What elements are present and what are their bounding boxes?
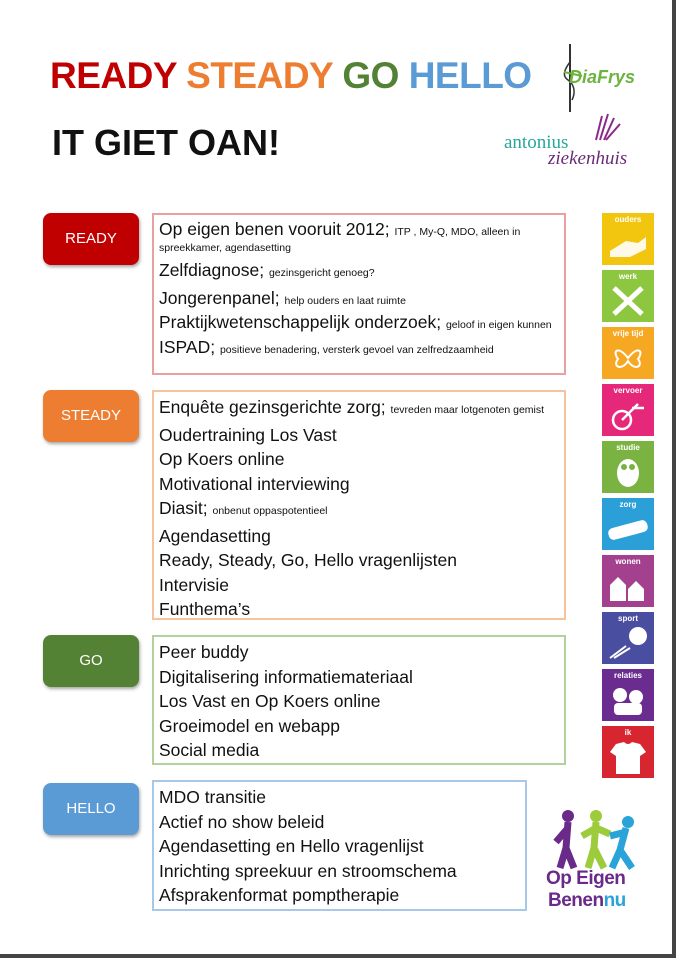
theme-icons	[602, 213, 654, 783]
oen-text-2	[548, 890, 626, 912]
list-item: Actief no show beleid	[159, 811, 325, 832]
list-item: Oudertraining Los Vast	[159, 424, 337, 445]
title-go: GO	[342, 55, 399, 96]
item-main: Op eigen benen vooruit 2012;	[159, 219, 390, 239]
op-eigen-benen-logo	[546, 808, 656, 914]
page-title	[50, 55, 532, 97]
page-subtitle: IT GIET OAN!	[52, 122, 280, 163]
item-note: geloof in eigen kunnen	[445, 319, 552, 331]
tile-wonen	[602, 555, 654, 607]
tile-zorg	[602, 498, 654, 550]
list-item	[159, 395, 564, 423]
list-item: Digitalisering informatiemateriaal	[159, 666, 413, 687]
tile-ik	[602, 726, 654, 778]
item-main: ISPAD;	[159, 337, 216, 357]
item-main: Praktijkwetenschappelijk onderzoek;	[159, 312, 442, 332]
people-icon	[608, 683, 648, 717]
title-steady: STEADY	[186, 55, 333, 96]
tile-label: studie	[616, 443, 640, 452]
oen-text-1: Op Eigen	[546, 868, 626, 889]
tools-icon	[608, 284, 648, 318]
tile-vrije-tijd	[602, 327, 654, 379]
list-item: MDO transitie	[159, 787, 266, 807]
list-item	[159, 218, 564, 254]
tile-label: ik	[624, 728, 632, 737]
tile-vervoer	[602, 384, 654, 436]
item-main: Zelfdiagnose;	[159, 260, 265, 280]
list-item	[159, 335, 564, 363]
item-main: Diasit;	[159, 498, 208, 518]
oen-benen: Benen	[548, 890, 604, 911]
list-item: Intervisie	[159, 574, 230, 595]
bandage-icon	[608, 512, 648, 546]
list-item: Los Vast en Op Koers online	[159, 691, 381, 711]
list-item: Agendasetting	[159, 525, 271, 546]
tile-label: relaties	[613, 671, 643, 680]
ready-box	[152, 213, 566, 375]
diafrys-logo	[556, 42, 652, 114]
list-item: Groeimodel en webapp	[159, 715, 340, 736]
tile-label: werk	[618, 272, 638, 281]
title-ready: READY	[50, 55, 177, 96]
list-item: Motivational interviewing	[159, 473, 350, 494]
list-item: Agendasetting en Hello vragenlijst	[159, 836, 424, 856]
list-item	[159, 496, 564, 524]
list-item: Peer buddy	[159, 642, 249, 662]
list-item	[159, 286, 564, 314]
tile-relaties	[602, 669, 654, 721]
hello-box	[152, 780, 527, 911]
item-note: positieve benadering, versterk gevoel van zelfredzaamheid	[219, 344, 494, 356]
list-item: Funthema’s	[159, 599, 251, 619]
list-item	[159, 258, 564, 286]
tile-label: wonen	[615, 557, 641, 566]
tile-label: ouders	[614, 215, 642, 224]
item-note: tevreden maar lotgenoten gemist	[390, 404, 545, 416]
item-main: Enquête gezinsgerichte zorg;	[159, 397, 386, 417]
hello-label: HELLO	[43, 783, 139, 835]
list-item: Op Koers online	[159, 449, 285, 469]
tile-ouders	[602, 213, 654, 265]
item-note: ITP , My-Q, MDO, alleen in spreekkamer, agendasetting	[159, 226, 521, 254]
item-note: gezinsgericht genoeg?	[268, 267, 375, 279]
go-label: GO	[43, 635, 139, 687]
bicycle-icon	[608, 398, 648, 432]
ready-label: READY	[43, 213, 139, 265]
list-item: Social media	[159, 740, 260, 760]
ball-icon	[608, 626, 648, 660]
antonius-text: antonius	[504, 132, 569, 153]
list-item	[159, 313, 564, 332]
tile-label: vrije tijd	[612, 329, 644, 338]
list-item: Ready, Steady, Go, Hello vragenlijsten	[159, 550, 457, 570]
steady-box	[152, 390, 566, 620]
ziekenhuis-text: ziekenhuis	[548, 148, 628, 169]
item-note: onbenut oppaspotentieel	[212, 505, 328, 517]
tile-label: zorg	[619, 500, 637, 509]
oen-nu: nu	[603, 890, 626, 911]
tile-label: vervoer	[613, 386, 643, 395]
tile-studie	[602, 441, 654, 493]
go-box	[152, 635, 566, 765]
title-hello: HELLO	[408, 55, 532, 96]
tile-werk	[602, 270, 654, 322]
list-item: Afsprakenformat pomptherapie	[159, 885, 400, 905]
tile-label: sport	[618, 614, 638, 623]
owl-icon	[608, 455, 648, 489]
butterfly-icon	[608, 341, 648, 375]
diafrys-text: DiaFrys	[569, 67, 636, 87]
steady-label: STEADY	[43, 390, 139, 442]
hand-icon	[608, 227, 648, 261]
list-item: Inrichting spreekuur en stroomschema	[159, 860, 457, 881]
antonius-logo	[504, 120, 654, 170]
shirt-icon	[608, 740, 648, 774]
item-note: help ouders en laat ruimte	[284, 294, 406, 307]
item-main: Jongerenpanel;	[159, 287, 280, 308]
tile-sport	[602, 612, 654, 664]
antonius-mark-icon	[586, 112, 626, 142]
houses-icon	[608, 569, 648, 603]
figures-icon	[546, 808, 656, 870]
